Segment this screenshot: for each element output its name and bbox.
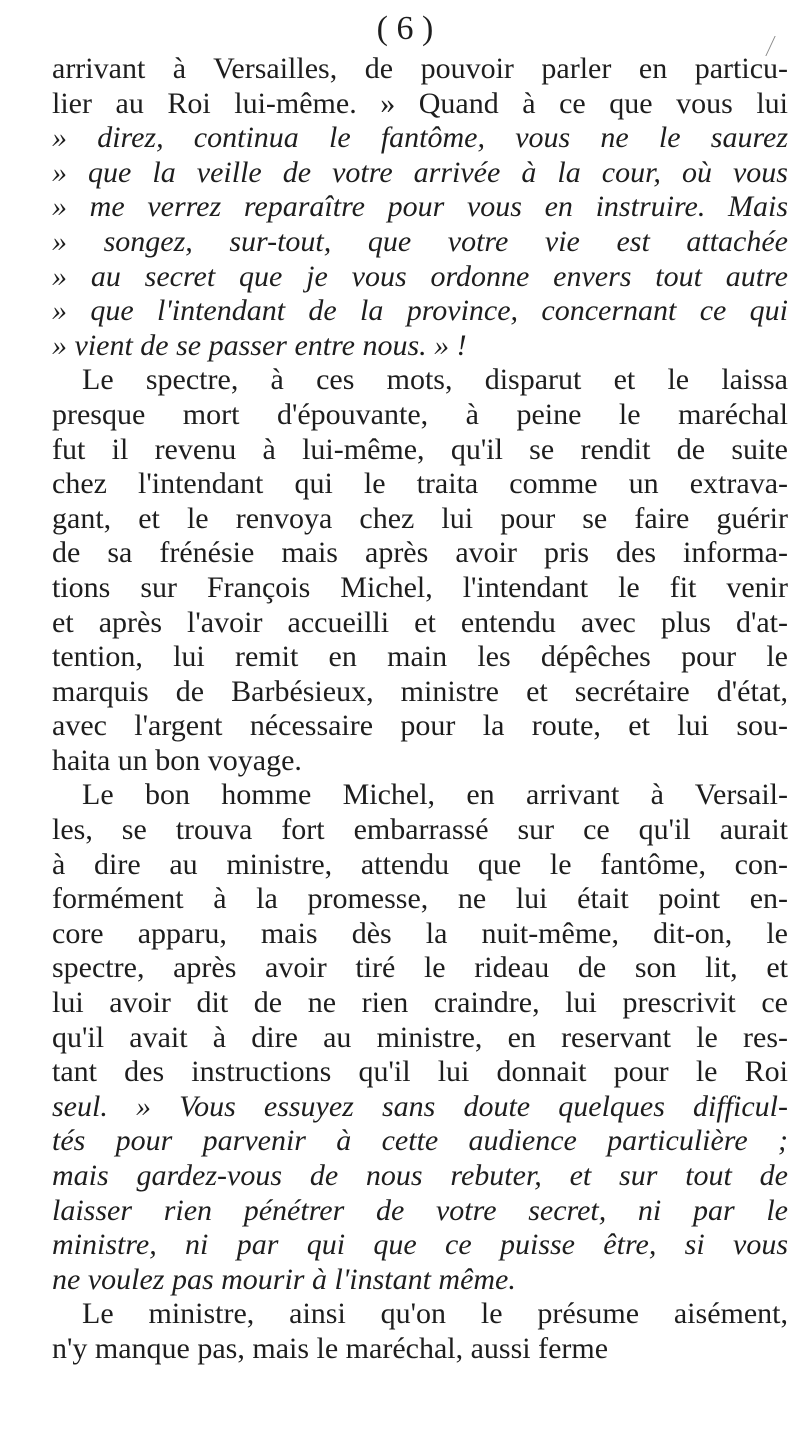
text-line: core apparu, mais dès la nuit-même, dit-on, le — [52, 916, 788, 950]
text-line: presque mort d'épouvante, à peine le maréchal — [52, 397, 788, 431]
text-line: avec l'argent nécessaire pour la route, et lui sou- — [52, 709, 788, 743]
text-line: » au secret que je vous ordonne envers tout autre — [52, 259, 788, 293]
text-line: » que l'intendant de la province, concernant ce qui — [52, 294, 788, 328]
text-line: » vient de se passer entre nous. » ! — [52, 328, 467, 362]
text-line: ne voulez pas mourir à l'instant même. — [52, 1262, 516, 1296]
text-line: ministre, ni par qui que ce puisse être, si vous — [52, 1228, 788, 1262]
text-line: qu'il avait à dire au ministre, en reservant le res- — [52, 1020, 788, 1054]
text-line: seul. » Vous essuyez sans doute quelques difficul- — [52, 1089, 788, 1123]
text-line: fut il revenu à lui-même, qu'il se rendit de suite — [52, 432, 788, 466]
text-line: haita un bon voyage. — [52, 743, 302, 777]
text-line: n'y manque pas, mais le maréchal, aussi ferme — [52, 1331, 609, 1365]
text-line: formément à la promesse, ne lui était point en- — [52, 882, 788, 916]
text-line: tions sur François Michel, l'intendant le fit venir — [52, 570, 788, 604]
text-line: mais gardez-vous de nous rebuter, et sur tout de — [52, 1159, 788, 1192]
text-line: Le ministre, ainsi qu'on le présume aisément, — [82, 1297, 788, 1331]
text-line: et après l'avoir accueilli et entendu avec plus d'at- — [52, 605, 788, 639]
text-line: tés pour parvenir à cette audience particulière ; — [52, 1124, 788, 1158]
page-number: ( 6 ) — [376, 10, 434, 47]
text-line: » que la veille de votre arrivée à la cour, où vous — [52, 155, 788, 189]
text-line: spectre, après avoir tiré le rideau de son lit, et — [52, 951, 788, 985]
text-line: tention, lui remit en main les dépêches pour le — [52, 640, 788, 674]
text-line: laisser rien pénétrer de votre secret, ni par le — [52, 1193, 788, 1227]
text-line: Le spectre, à ces mots, disparut et le laissa — [82, 363, 788, 397]
text-line: Le bon homme Michel, en arrivant à Versail- — [82, 778, 788, 812]
text-line: marquis de Barbésieux, ministre et secrétaire d'état, — [52, 674, 788, 708]
text-line: » me verrez reparaître pour vous en instruire. Mais — [52, 190, 788, 224]
text-line: de sa frénésie mais après avoir pris des informa- — [52, 536, 788, 570]
text-line: chez l'intendant qui le traita comme un extrava- — [52, 467, 788, 501]
body-text — [52, 52, 788, 1367]
text-line: lui avoir dit de ne rien craindre, lui prescrivit ce — [52, 986, 788, 1020]
text-line: arrivant à Versailles, de pouvoir parler en particu- — [52, 52, 788, 85]
text-line: à dire au ministre, attendu que le fantôme, con- — [52, 847, 788, 881]
text-line: » direz, continua le fantôme, vous ne le saurez — [52, 121, 788, 155]
text-line: tant des instructions qu'il lui donnait pour le Roi — [52, 1055, 788, 1089]
text-line: lier au Roi lui-même. » Quand à ce que vous lui — [52, 86, 788, 120]
text-line: gant, et le renvoya chez lui pour se faire guérir — [52, 501, 788, 535]
text-line: les, se trouva fort embarrassé sur ce qu'il aurait — [52, 813, 788, 847]
text-line: » songez, sur-tout, que votre vie est attachée — [52, 224, 788, 258]
